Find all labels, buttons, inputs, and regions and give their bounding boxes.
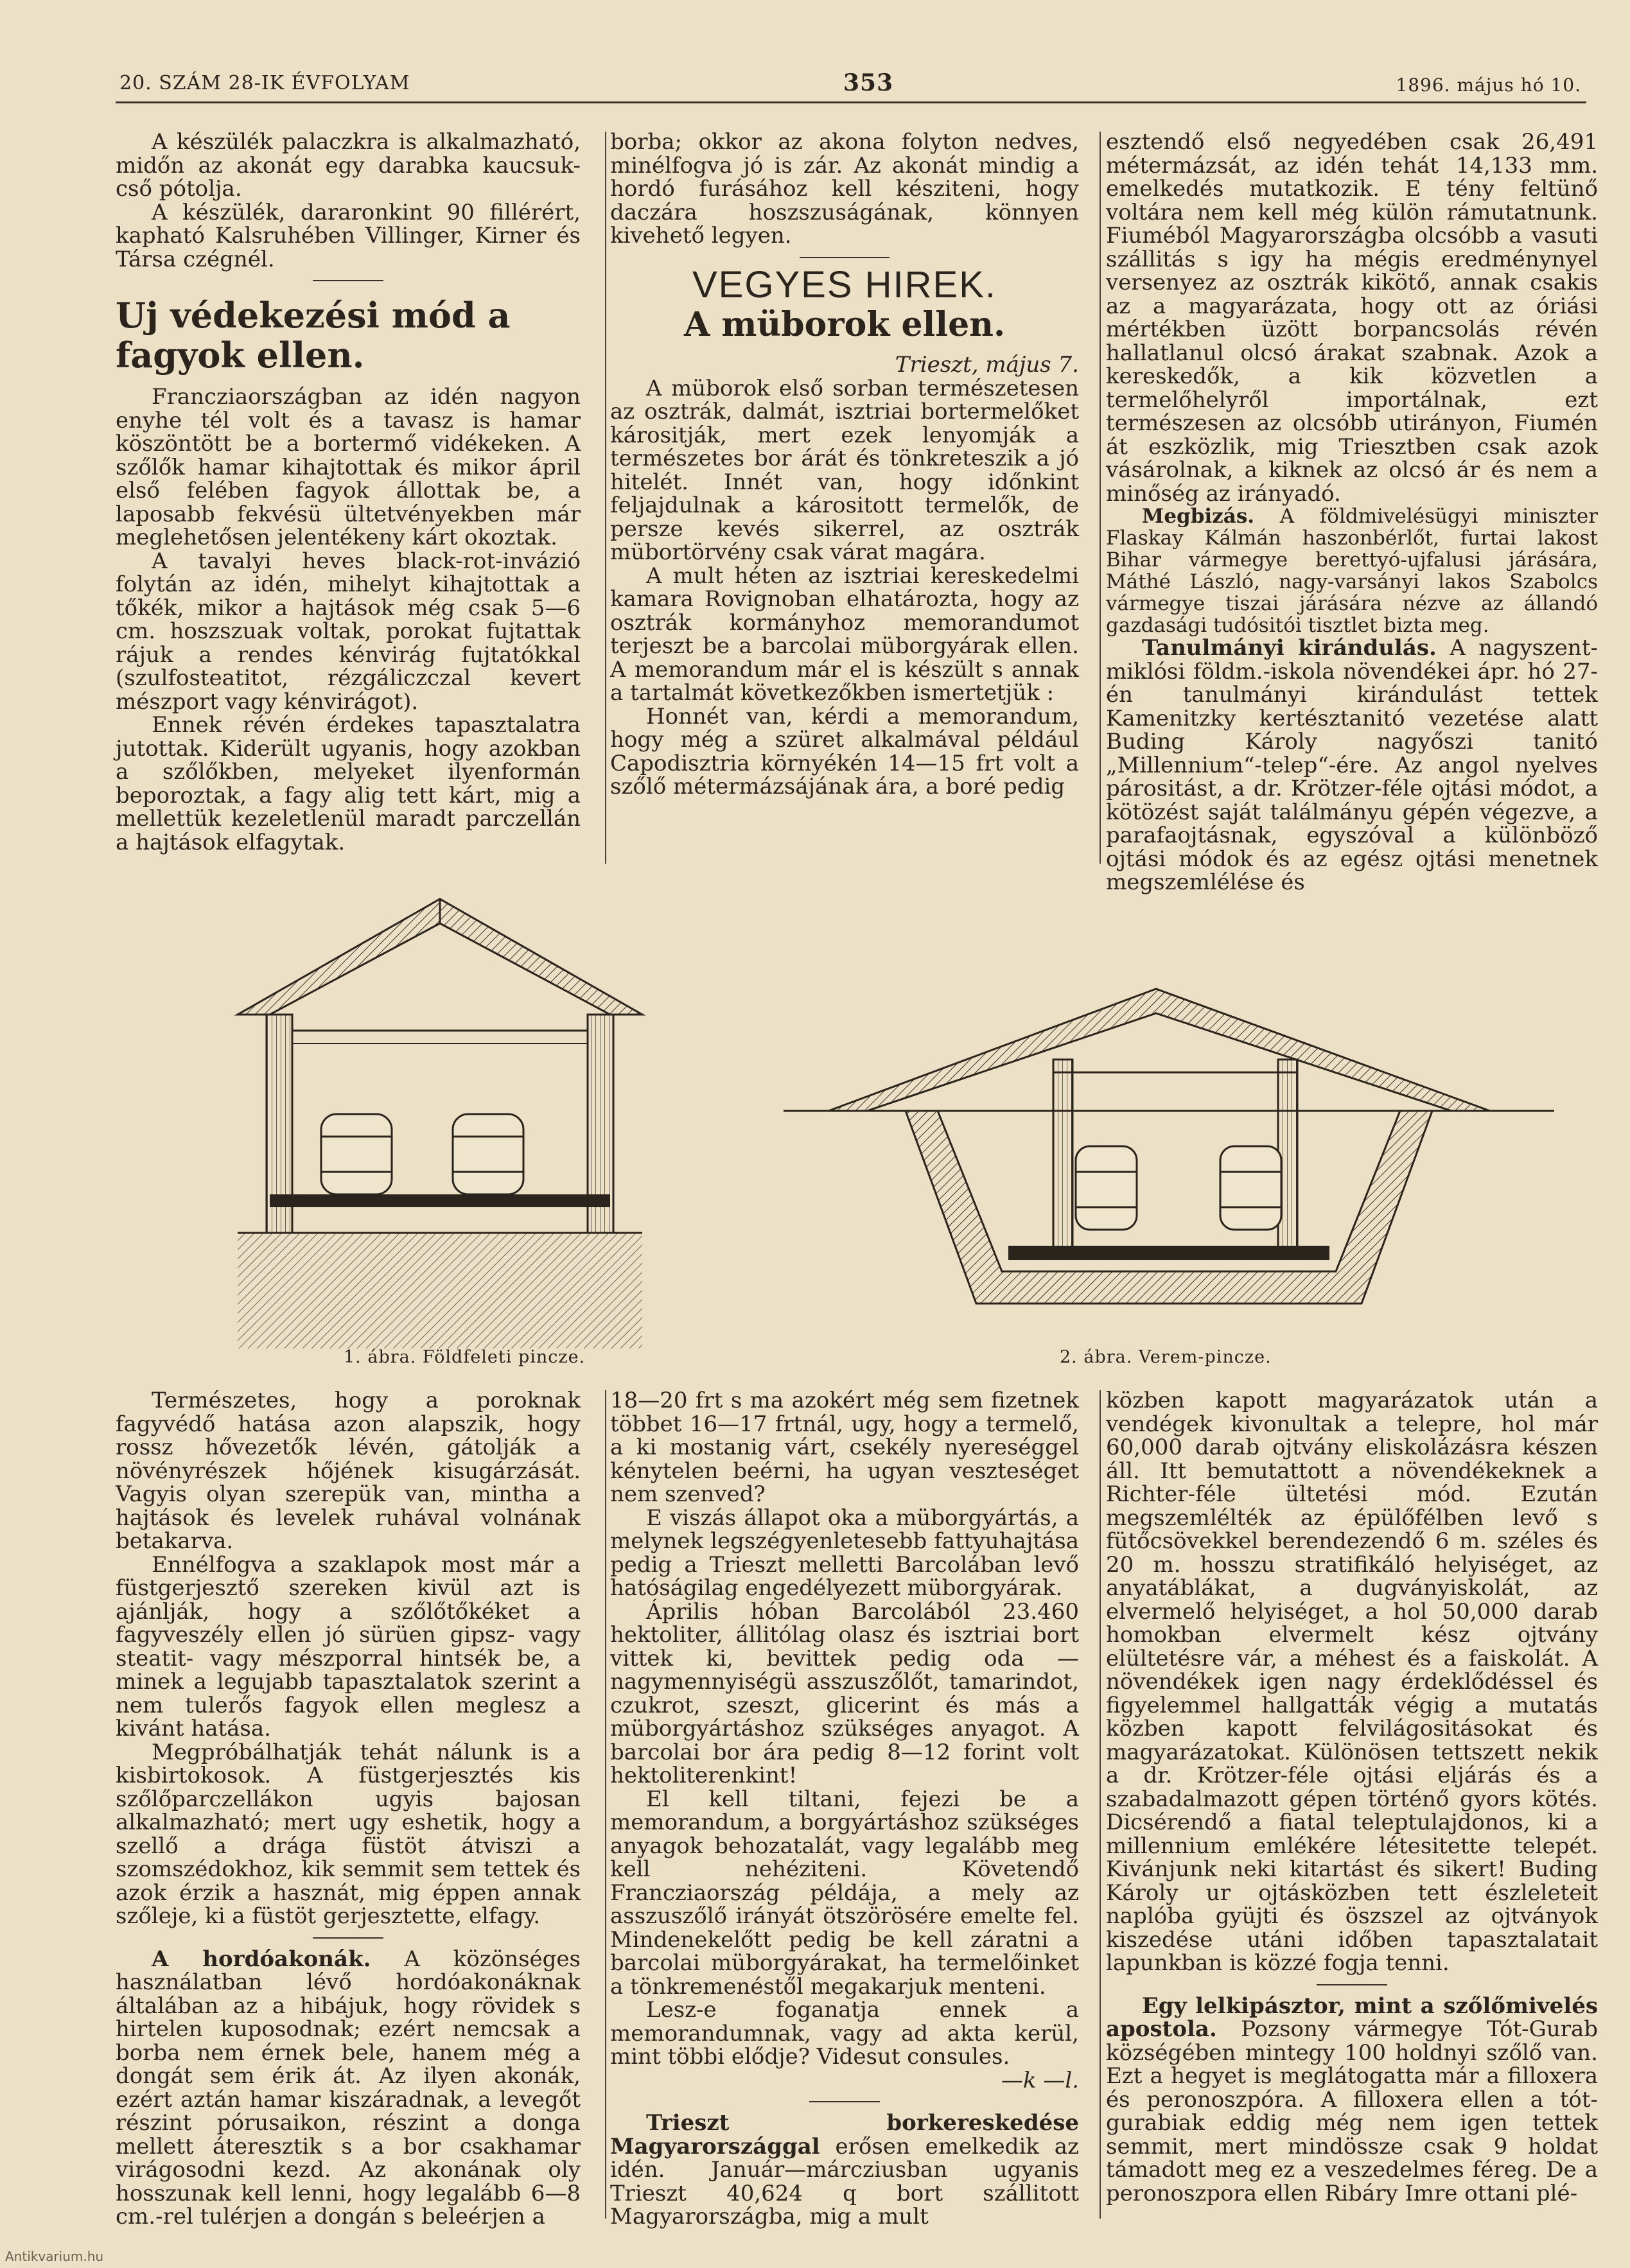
paragraph: A nagyszent-miklósi földm.-iskola növendékei ápr. hó 27-én tanulmányi kirándulást tettek Kamenitzky kertésztanitó vezetése alatt Buding Károly nagyőszi tanitó „Millennium“-telep“-ére. Az angol nyelves párositást, a dr. Krötzer-féle ojtási módot, a kötözést saját találmányu gépén végezve, a parafaojtásnak, egyszóval a különböző ojtási módok és az egész ojtási menetnek megszemlélése és: [1106, 635, 1598, 895]
page-number: 353: [843, 69, 894, 96]
header-rule: [116, 101, 1586, 103]
figure-1-illustration: [231, 893, 649, 1355]
paragraph: 18—20 frt s ma azokért még sem fizetnek többet 16—17 frtnál, ugy, hogy a termelő, a ki mostanig várt, csekély nyereséggel kénytelen beérni, ha ugyan veszteséget nem szenved?: [610, 1388, 1079, 1507]
paragraph: A tavalyi heves black-rot-invázió folytán az idén, mihelyt kihajtottak a tőkék, mikor a hajtások még csak 5—6 cm. hoszszuak voltak, porokat fujtattak rájuk a rendes kénvirág fujtatókkal (szulfosteatitot, rézgáliczczal kevert mészport vagy kénvirágot).: [116, 548, 581, 715]
item-lead: Megbizás.: [1142, 505, 1255, 528]
divider: [1317, 1984, 1387, 1985]
watermark: Antikvarium.hu: [5, 2249, 104, 2264]
column-1-bottom: [116, 1389, 581, 2229]
paragraph: erősen emelkedik az idén. Január—márcziusban ugyanis Trieszt 40,624 q bort szállitott Magyarországba, mig a mult: [610, 2133, 1079, 2229]
paragraph: Április hóban Barcolából 23.460 hektoliter, állitólag olasz és isztriai bort vittek ki, bevittek pedig oda — nagymennyiségü asszuszőlőt, tamarindot, czukrot, szeszt, glicerint és más a müborgyártáshoz szükséges anyagot. A barcolai bor ára pedig 8—12 forint volt hektoliterenkint!: [610, 1598, 1079, 1788]
issue-date: 1896. május hó 10.: [1396, 74, 1581, 96]
paragraph: A földmivelésügyi miniszter Flaskay Kálmán haszonbérlőt, furtai lakost Bihar vármegye berettyó-ujfalusi járására, Máthé László, nagy-varsányi lakos Szabolcs vármegye tiszai járására nézve az állandó gazdasági tudósitói tisztlet bizta meg.: [1106, 505, 1598, 637]
paragraph: Pozsony vármegye Tót-Gurab községében mintegy 100 holdnyi szőlő van. Ezt a hegyet is meglátogatta már a filloxera és peronoszpóra. A filloxera ellen a tót-gurabiak eddig még nem igen tettek semmit, mert mindössze csak 9 holdat támadott meg ez a veszedelmes féreg. De a peronoszpora ellen Ribáry Imre ottani plé-: [1106, 2016, 1598, 2206]
figure-2-illustration: [784, 982, 1554, 1316]
column-divider: [1100, 1390, 1101, 2219]
paragraph: közben kapott magyarázatok után a vendégek kivonultak a telepre, hol már 60,000 darab ojtvány eliskolázásra készen áll. Itt bemutattott a növendékeknek a Richter-féle ültetési mód. Ezután megszemlélték az épülőfélben levő s fütőcsövekkel berendezendő 6 m. széles és 20 m. hosszu stratifikáló helyiséget, az anyatáblákat, a dugványiskolát, az elvermelő helyiséget, a hol 50,000 darab homokban elvermelt kész ojtvány elültetésre vár, a méhest és a faiskolát. A növendékek igen nagy érdeklődéssel és figyelemmel hallgatták végig a mutatás közben kapott felvilágositásokat és magyarázatokat. Különösen tettszett nekik a dr. Krötzer-féle ojtási eljárás és a szabadalmazott gépen történő gyors kötés. Dicsérendő a fiatal teleptulajdonos, ki a millennium emlékére létesitette telepét. Kivánjunk neki kitartást és sikert! Buding Károly ur ojtásközben tett észleleteit naplóba gyüjti és öszszel az ojtványok kiszedése utáni időben tapasztalatait lapunkban is közzé fogja tenni.: [1106, 1388, 1598, 1976]
figure-2-caption: 2. ábra. Verem-pincze.: [1060, 1347, 1272, 1367]
paragraph: borba; okkor az akona folyton nedves, minélfogva jó is zár. Az akonát mindig a hordó furásához kell késziteni, hogy daczára hoszszuságának, könnyen kivehető legyen.: [610, 129, 1079, 249]
divider: [313, 280, 383, 281]
column-1-top: [116, 130, 581, 854]
paragraph: El kell tiltani, fejezi be a memorandum, a borgyártáshoz szükséges anyagok behozatalát, vagy legalább meg kell nehéziteni. Követendő Francziaország példája, a mely az asszuszőlő irányát ötszörösére emelte fel. Mindenekelőtt pedig be kell záratni a barcolai müborgyárakat, ha termelőinket a tönkremenéstől megakarjuk menteni.: [610, 1786, 1079, 2000]
article-heading: A müborok ellen.: [683, 305, 1006, 344]
column-3-top: [1106, 130, 1598, 894]
item-lead: Trieszt borkereskedése Magyarországgal: [610, 2110, 1079, 2159]
signature: —k —l.: [1001, 2067, 1079, 2093]
paragraph: Ennek révén érdekes tapasztalatra jutottak. Kiderült ugyanis, hogy azokban a szőlőkben, melyeket ilyenformán beporoztak, a fagy alig tett kárt, mig a mellettük kezeletlenül maradt parczellán a hajtások elfagytak.: [116, 712, 581, 855]
paragraph: Természetes, hogy a poroknak fagyvédő hatása azon alapszik, hogy rossz hővezetők lévén, gátolják a növényrészek hőjének kisugárzását. Vagyis olyan szerepük van, mintha a hajtások és levelek ruhával volnának betakarva.: [116, 1388, 581, 1554]
paragraph: Ennélfogva a szaklapok most már a füstgerjesztő szereken kivül azt is ajánlják, hogy a szőlőtőkéket a fagyveszély ellen jó sürüen gipsz- vagy steatit- vagy mészporral hintsék be, a minek a legujabb tapasztalatok szerint a nem tulerős fagyok ellen meglesz a kivánt hatása.: [116, 1551, 581, 1741]
column-divider: [605, 1390, 606, 2219]
item-lead: Tanulmányi kirándulás.: [1142, 635, 1437, 661]
column-divider: [605, 132, 606, 864]
figure-1-caption: 1. ábra. Földfeleti pincze.: [344, 1347, 586, 1367]
paragraph: A készülék, dararonkint 90 fillérért, kapható Kalsruhében Villinger, Kirner és Társa czégnél.: [116, 199, 581, 272]
dateline: Trieszt, május 7.: [895, 352, 1079, 378]
column-2-top: [610, 130, 1079, 799]
paragraph: A készülék palaczkra is alkalmazható, midőn az akonát egy darabka kaucsuk-cső pótolja.: [116, 129, 581, 202]
paragraph: Francziaországban az idén nagyon enyhe tél volt és a tavasz is hamar köszöntött be a bortermő vidékeken. A szőlők hamar kihajtottak és mikor ápril első felében fagyok állottak be, a laposabb fekvésü ültetvényekben már meglehetősen jelentékeny kárt okoztak.: [116, 384, 581, 550]
article-heading: Uj védekezési mód a fagyok ellen.: [116, 295, 511, 376]
paragraph: Honnét van, kérdi a memorandum, hogy még a szüret alkalmával például Capodisztria környékén 14—15 frt volt a szőlő métermázsájának ára, a boré pedig: [610, 703, 1079, 799]
divider: [313, 1937, 383, 1939]
paragraph: Megpróbálhatják tehát nálunk is a kisbirtokosok. A füstgerjesztés kis szőlőparczellákon ugyis bajosan alkalmazható; mert ugy eshetik, hogy a szellő a drága füstöt átviszi a szomszédokhoz, kik semmit sem tettek és azok érzik a hasznát, mig éppen annak szőleje, ki a füstöt gerjesztette, elfagy.: [116, 1739, 581, 1929]
paragraph: E viszás állapot oka a müborgyártás, a melynek legszégyenletesebb fattyuhajtása pedig a Trieszt melletti Barcolában levő hatóságilag engedélyezett müborgyárak.: [610, 1505, 1079, 1601]
column-2-bottom: [610, 1389, 1079, 2229]
item-lead: Egy lelkipásztor, mint a szőlőmivelés apostola.: [1106, 1993, 1598, 2042]
divider: [800, 257, 889, 258]
paragraph: Lesz-e foganatja ennek a memorandumnak, vagy ad akta kerül, mint többi elődje? Videsut consules.: [610, 1997, 1079, 2070]
divider: [809, 2101, 880, 2102]
section-title: VEGYES HIREK.: [692, 263, 997, 306]
paragraph: A müborok első sorban természetesen az osztrák, dalmát, isztriai bortermelőket kárositják, mert ezek lenyomják a természetes bor árát és tönkreteszik a jó hitelét. Innét van, hogy időnkint feljajdulnak a kárositott termelők, de persze kevés sikerrel, az osztrák mübortörvény csak várat magára.: [610, 375, 1079, 565]
column-divider: [1100, 132, 1101, 864]
item-lead: A hordóakonák.: [152, 1946, 371, 1972]
paragraph: A mult héten az isztriai kereskedelmi kamara Rovignoban elhatározta, hogy az osztrák kormányhoz memorandumot terjeszt be a barcolai müborgyárak ellen. A memorandum már el is készült s annak a tartalmát következőkben ismertetjük :: [610, 563, 1079, 706]
column-3-bottom: [1106, 1389, 1598, 2205]
paragraph: esztendő első negyedében csak 26,491 métermázsát, az idén tehát 14,133 mm. emelkedés mutatkozik. E tény feltünő voltára nem kell még külön rámutatnunk. Fiuméból Magyarországba olcsóbb a vasuti szállitás s igy ha mégis eredménynyel versenyez az osztrák kikötő, annak csakis az a magyarázata, hogy ott az óriási mértékben üzött borpancsolás révén hallatlanul olcsó árakat szabnak. Azok a kereskedők, a kik közvetlen a termelőhelyről importálnak, ezt természesen az olcsóbb utirányon, Fiumén át eszközlik, mig Triesztben csak azok vásárolnak, a kiknek az olcsó ár és nem a minőség az irányadó.: [1106, 129, 1598, 507]
issue-label: 20. SZÁM 28-IK ÉVFOLYAM: [119, 72, 410, 94]
paragraph: A közönséges használatban lévő hordóakonáknak általában az a hibájuk, hogy rövidek s hirtelen kuposodnak; ezért nemcsak a borba nem érnek bele, hanem még a dongát sem érik át. Az ilyen akonák, ezért aztán hamar kiszáradnak, a levegőt részint pórusaikon, részint a donga mellett áteresztik s a bor csakhamar virágosodni kezd. Az akonának oly hosszunak kell lenni, hogy legalább 6—8 cm.-rel tulérjen a dongán s beleérjen a: [116, 1946, 581, 2229]
